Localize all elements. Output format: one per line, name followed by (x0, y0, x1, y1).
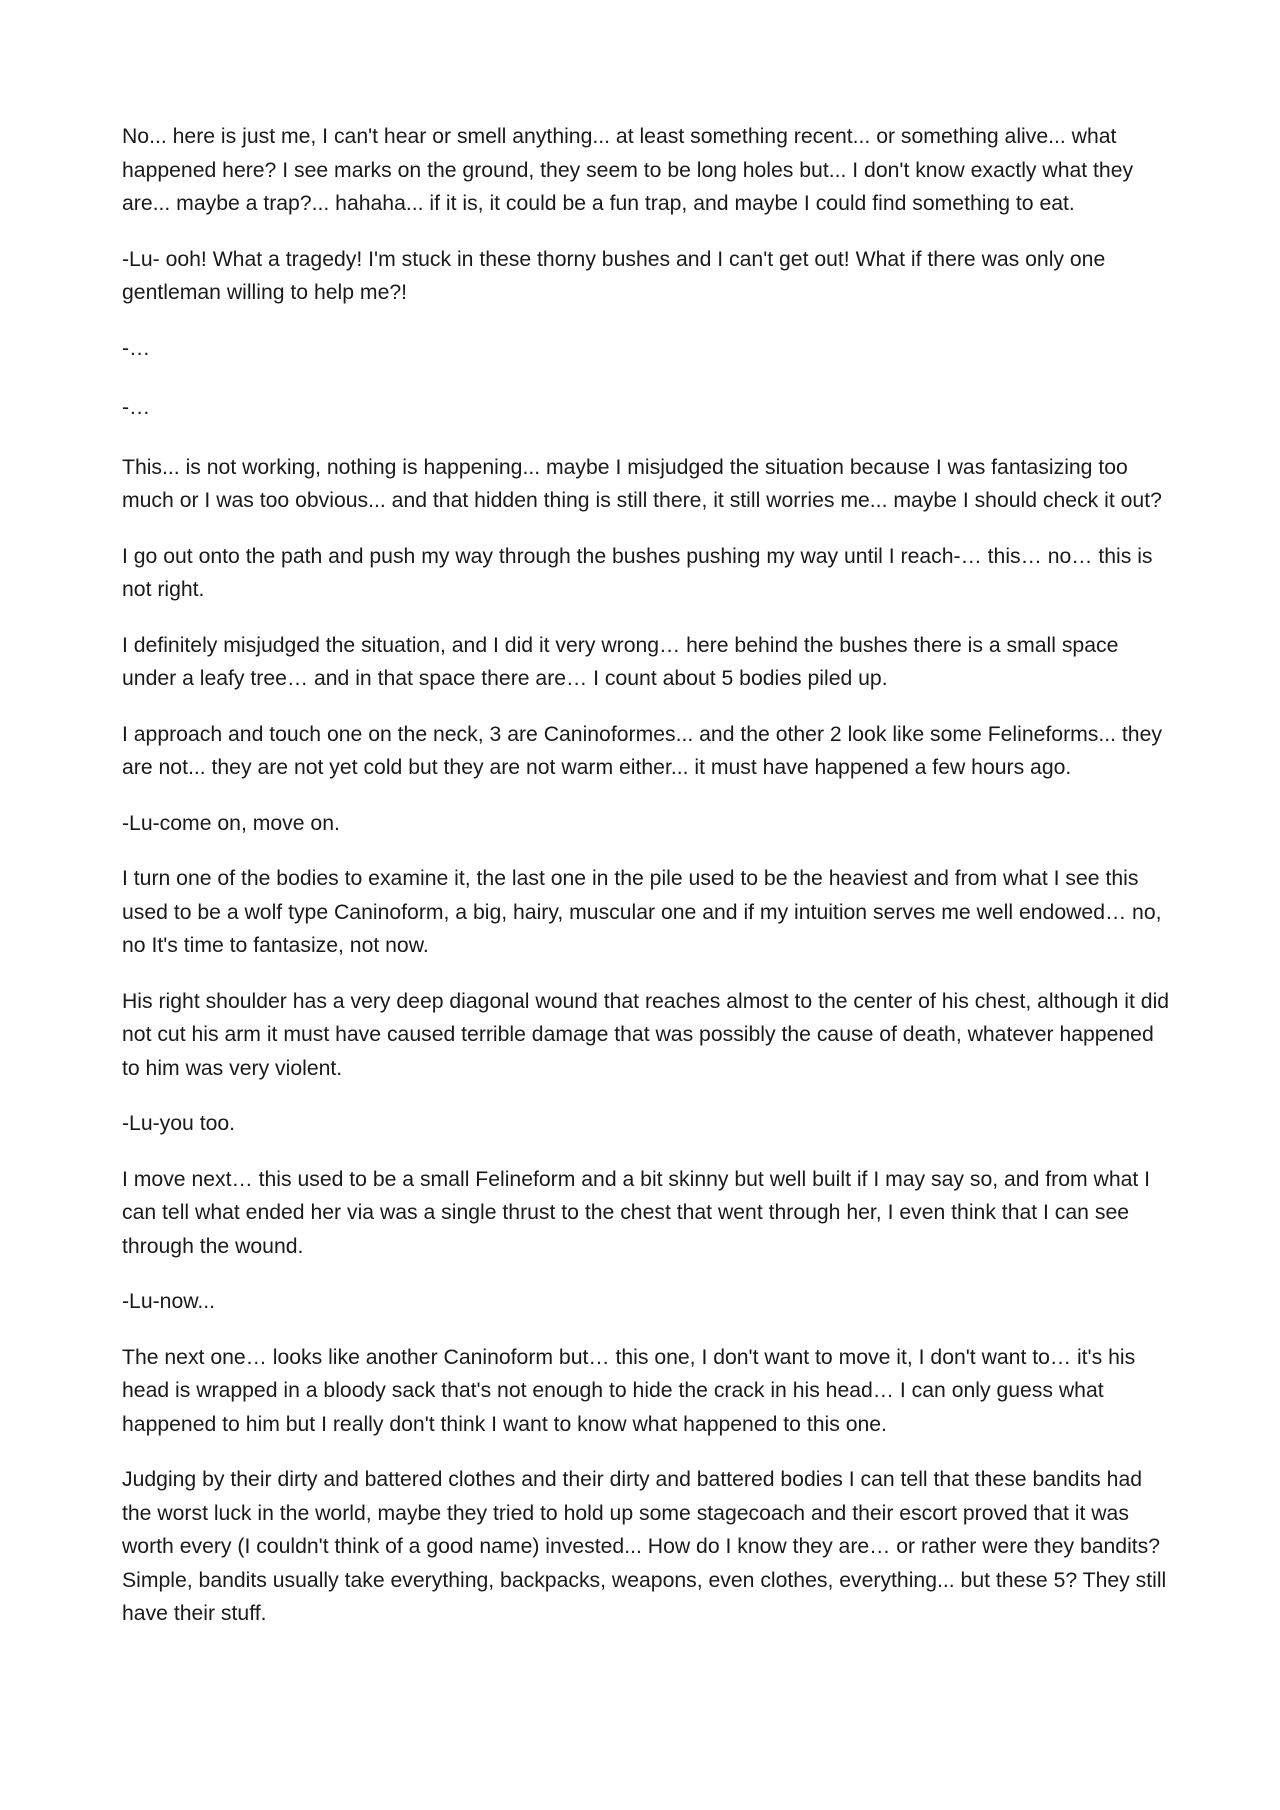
paragraph: Judging by their dirty and battered clothes and their dirty and battered bodies I can tell that these bandits had the worst luck in the world, maybe they tried to hold up some stagecoach and their escort proved that it was worth every (I couldn't think of a good name) invested... How do I know they are… or rather were they bandits? Simple, bandits usually take everything, backpacks, weapons, even clothes, everything... but these 5? They still have their stuff. (122, 1468, 1167, 1625)
paragraph: I definitely misjudged the situation, and I did it very wrong… here behind the bushes there is a small space under a leafy tree… and in that space there are… I count about 5 bodies piled up. (122, 633, 1119, 690)
paragraph: -Lu-you too. (122, 1112, 236, 1135)
paragraph: -… (122, 336, 151, 360)
paragraph: The next one… looks like another Caninoform but… this one, I don't want to move it, I don't want to… it's his head is wrapped in a bloody sack that's not enough to hide the crack in his head… I can only guess what happened to him but I really don't think I want to know what happened to this one. (122, 1345, 1136, 1436)
paragraph: I go out onto the path and push my way through the bushes pushing my way until I reach-… this… no… this is not right. (122, 544, 1153, 601)
paragraph: -Lu- ooh! What a tragedy! I'm stuck in these thorny bushes and I can't get out! What if there was only one gentleman willing to help me?! (122, 247, 1106, 304)
paragraph: I move next… this used to be a small Felineform and a bit skinny but well built if I may say so, and from what I can tell what ended her via was a single thrust to the chest that went through her, I even think that I can see through the wound. (122, 1167, 1151, 1258)
paragraph: I turn one of the bodies to examine it, the last one in the pile used to be the heaviest and from what I see this used to be a wolf type Caninoform, a big, hairy, muscular one and if my intuition serves me well endowed… no, no It's time to fantasize, not now. (122, 867, 1162, 957)
paragraph: -Lu-now... (122, 1290, 216, 1313)
paragraph: This... is not working, nothing is happening... maybe I misjudged the situation because I was fantasizing too much or I was too obvious... and that hidden thing is still there, it still worries me... maybe I should check it out? (122, 455, 1162, 512)
document-body (122, 120, 1172, 1653)
paragraph: No... here is just me, I can't hear or smell anything... at least something recent... or something alive... what happened here? I see marks on the ground, they seem to be long holes but... I don't know exactly what they are... maybe a trap?... hahaha... if it is, it could be a fun trap, and maybe I could find something to eat. (122, 125, 1134, 215)
paragraph: I approach and touch one on the neck, 3 are Caninoformes... and the other 2 look like some Felineforms... they are not... they are not yet cold but they are not warm either... it must have happened a few hours ago. (122, 722, 1162, 779)
paragraph: -Lu-come on, move on. (122, 811, 340, 835)
paragraph: His right shoulder has a very deep diagonal wound that reaches almost to the center of his chest, although it did not cut his arm it must have caused terrible damage that was possibly the cause of death, whatever happened to him was very violent. (122, 989, 1170, 1080)
paragraph: -… (122, 396, 151, 419)
